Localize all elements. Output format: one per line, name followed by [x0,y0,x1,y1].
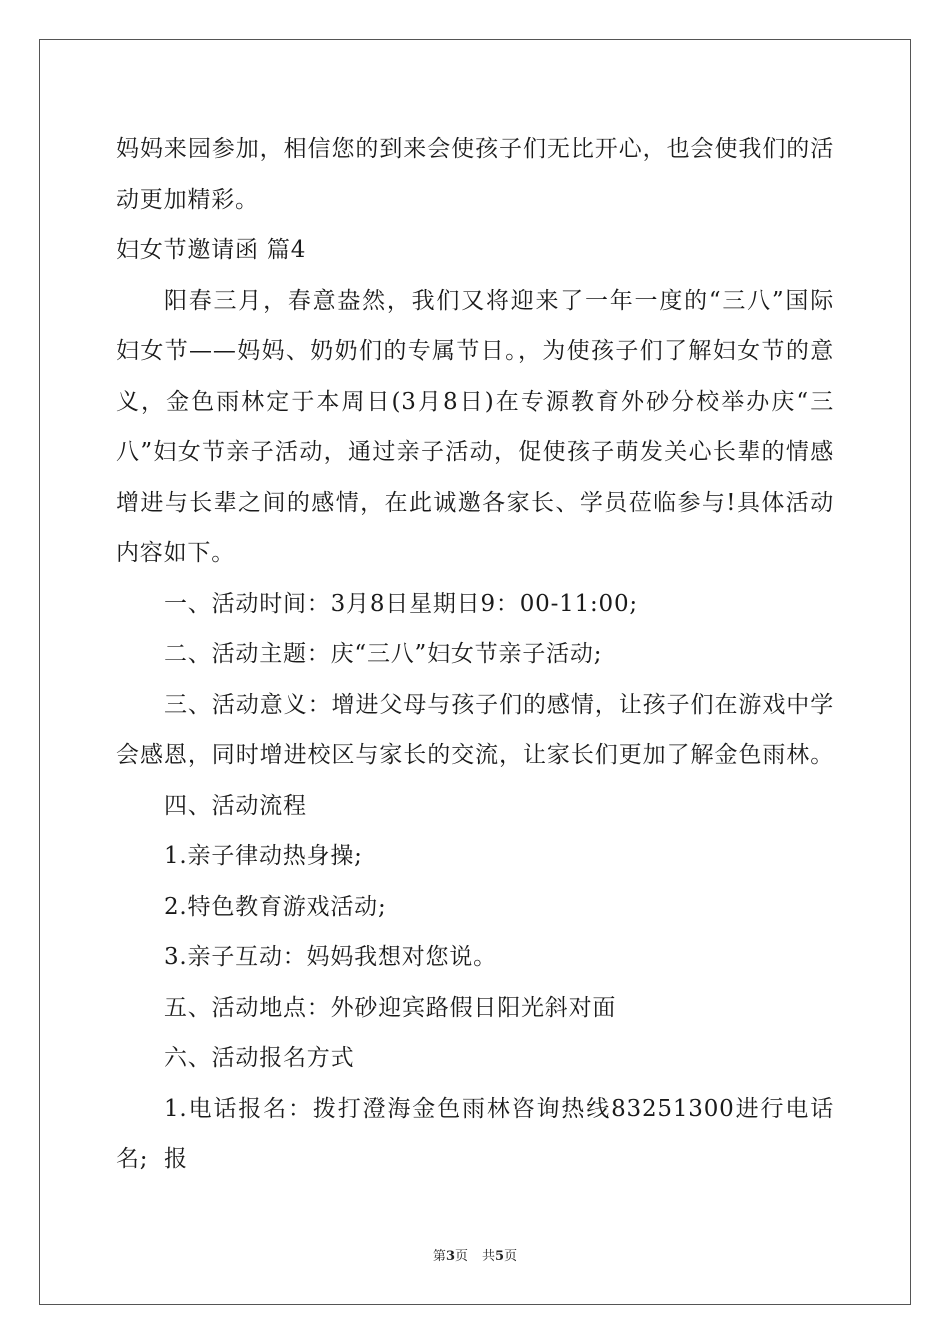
text-line: 妈妈来园参加，相信您的到来会使孩子们无比开心，也会使我们的活 [116,136,834,162]
section-heading: 妇女节邀请函 篇4 [116,237,307,263]
list-item: 六、活动报名方式 [164,1045,355,1071]
text-line: 义，金色雨林定于本周日(3月8日)在专源教育外砂分校举办庆“三 [116,388,834,415]
total-label-prefix: 共 [482,1249,496,1264]
text-line: 会感恩，同时增进校区与家长的交流，让家长们更加了解金色雨林。 [116,742,834,768]
list-item: 四、活动流程 [164,792,307,819]
text-line: 名; [116,1146,149,1172]
page-label-prefix: 第 [432,1249,446,1264]
list-item: 一、活动时间：3月8日星期日9：00-11:00; [164,590,638,617]
page-footer [0,1248,950,1266]
total-label-suffix: 页 [504,1249,518,1264]
page-label-suffix: 页 [454,1249,468,1264]
list-item: 二、活动主题：庆“三八”妇女节亲子活动; [164,641,603,667]
text-line: 阳春三月，春意盎然，我们又将迎来了一年一度的“三八”国际 [164,287,834,314]
list-item: 三、活动意义：增进父母与孩子们的感情，让孩子们在游戏中学 [164,691,834,718]
text-line: 动更加精彩。 [116,186,259,213]
text-line: 妇女节——妈妈、奶奶们的专属节日。，为使孩子们了解妇女节的意 [116,338,834,364]
text-line: 八”妇女节亲子活动，通过亲子活动，促使孩子萌发关心长辈的情感 [116,439,834,465]
current-page-number: 3 [445,1249,455,1264]
total-page-number: 5 [495,1249,505,1264]
list-item: 3.亲子互动：妈妈我想对您说。 [164,944,497,970]
list-item: 1.电话报名：拨打澄海金色雨林咨询热线83251300进行电话报 [164,1095,834,1172]
text-line: 内容如下。 [116,540,235,566]
text-line: 增进与长辈之间的感情，在此诚邀各家长、学员莅临参与!具体活动 [116,489,834,516]
list-item: 五、活动地点：外砂迎宾路假日阳光斜对面 [164,994,617,1021]
document-body [116,124,834,1185]
list-item: 2.特色教育游戏活动; [164,893,387,920]
list-item: 1.亲子律动热身操; [164,843,363,869]
